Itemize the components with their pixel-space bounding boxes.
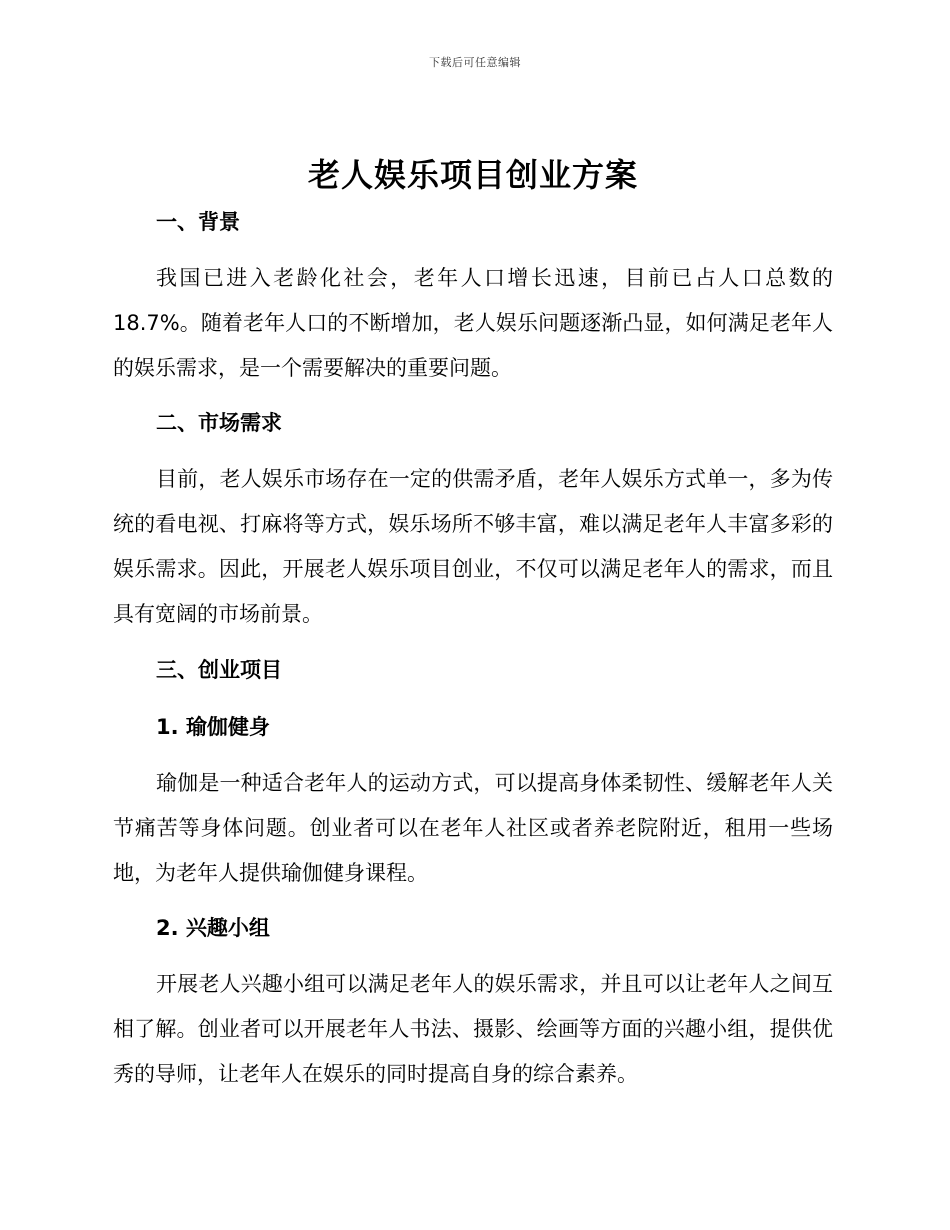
document-title: 老人娱乐项目创业方案 <box>307 156 638 194</box>
section-heading-projects: 三、创业项目 <box>156 658 282 682</box>
section-heading-background: 一、背景 <box>156 210 240 234</box>
section-heading-interest-group: 2. 兴趣小组 <box>156 916 270 940</box>
section-heading-market: 二、市场需求 <box>156 411 282 435</box>
section-body-market: 目前，老人娱乐市场存在一定的供需矛盾，老年人娱乐方式单一，多为传统的看电视、打麻将等方式，娱乐场所不够丰富，难以满足老年人丰富多彩的娱乐需求。因此，开展老人娱乐项目创业，不仅可以满足老年人的需求，而且具有宽阔的市场前景。 <box>113 467 833 626</box>
document-body <box>113 150 833 1097</box>
section-body-background: 我国已进入老龄化社会，老年人口增长迅速，目前已占人口总数的18.7%。随着老年人口的不断增加，老人娱乐问题逐渐凸显，如何满足老年人的娱乐需求，是一个需要解决的重要问题。 <box>113 266 833 380</box>
section-body-interest-group: 开展老人兴趣小组可以满足老年人的娱乐需求，并且可以让老年人之间互相了解。创业者可以开展老年人书法、摄影、绘画等方面的兴趣小组，提供优秀的导师，让老年人在娱乐的同时提高自身的综合素养。 <box>113 972 833 1086</box>
section-heading-yoga: 1. 瑜伽健身 <box>156 715 270 739</box>
section-body-yoga: 瑜伽是一种适合老年人的运动方式，可以提高身体柔韧性、缓解老年人关节痛苦等身体问题。创业者可以在老年人社区或者养老院附近，租用一些场地，为老年人提供瑜伽健身课程。 <box>113 771 833 885</box>
header-note: 下载后可任意编辑 <box>429 56 521 69</box>
